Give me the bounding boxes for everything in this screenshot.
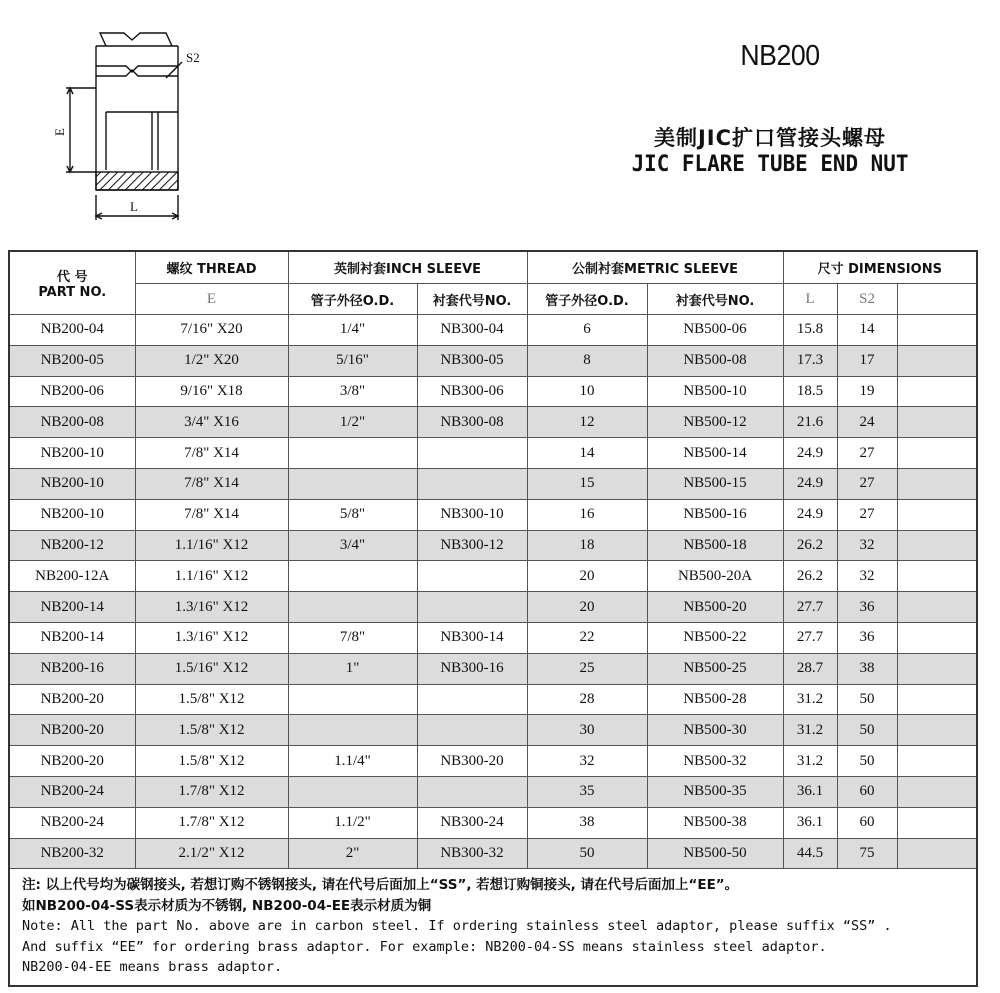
metric-od-cell: 38 (527, 807, 647, 838)
table-row (9, 746, 977, 777)
header-metric-sleeve: 公制衬套METRIC SLEEVE (527, 251, 783, 284)
metric-od-cell: 10 (527, 376, 647, 407)
part-no-cell: NB200-12 (9, 530, 135, 561)
blank-cell (897, 838, 977, 869)
inch-od-cell: 7/8" (288, 622, 417, 653)
metric-od-cell: 30 (527, 715, 647, 746)
inch-od-cell (288, 561, 417, 592)
inch-no-cell (417, 468, 527, 499)
l-cell: 28.7 (783, 653, 837, 684)
metric-no-cell: NB500-22 (647, 622, 783, 653)
thread-cell: 3/4" X16 (135, 407, 288, 438)
inch-od-cell: 1.1/4" (288, 746, 417, 777)
inch-no-cell: NB300-05 (417, 345, 527, 376)
inch-od-cell: 3/4" (288, 530, 417, 561)
metric-od-cell: 32 (527, 746, 647, 777)
part-no-cell: NB200-10 (9, 468, 135, 499)
part-no-cell: NB200-24 (9, 776, 135, 807)
blank-cell (897, 684, 977, 715)
part-no-cell: NB200-20 (9, 746, 135, 777)
l-cell: 24.9 (783, 499, 837, 530)
subtitle-chinese: 美制JIC扩口管接头螺母 (653, 126, 887, 150)
blank-cell (897, 807, 977, 838)
thread-cell: 7/8" X14 (135, 468, 288, 499)
blank-cell (897, 622, 977, 653)
part-no-cell: NB200-16 (9, 653, 135, 684)
metric-no-cell: NB500-16 (647, 499, 783, 530)
metric-no-cell: NB500-08 (647, 345, 783, 376)
s2-cell: 50 (837, 715, 897, 746)
header-blank (897, 284, 977, 315)
blank-cell (897, 592, 977, 623)
table-row (9, 684, 977, 715)
table-row (9, 592, 977, 623)
inch-no-cell: NB300-08 (417, 407, 527, 438)
part-no-cell: NB200-20 (9, 684, 135, 715)
header-thread: 螺纹 THREAD (135, 251, 288, 284)
l-cell: 26.2 (783, 561, 837, 592)
l-cell: 27.7 (783, 622, 837, 653)
inch-od-cell (288, 438, 417, 469)
thread-cell: 1.3/16" X12 (135, 622, 288, 653)
inch-od-cell: 1/4" (288, 315, 417, 346)
blank-cell (897, 561, 977, 592)
part-no-cell: NB200-20 (9, 715, 135, 746)
header-metric-od: 管子外径O.D. (527, 284, 647, 315)
metric-no-cell: NB500-30 (647, 715, 783, 746)
thread-cell: 1.5/8" X12 (135, 684, 288, 715)
inch-no-cell: NB300-12 (417, 530, 527, 561)
l-cell: 17.3 (783, 345, 837, 376)
inch-od-cell: 2" (288, 838, 417, 869)
metric-od-cell: 18 (527, 530, 647, 561)
s2-cell: 14 (837, 315, 897, 346)
thread-cell: 1.3/16" X12 (135, 592, 288, 623)
metric-no-cell: NB500-06 (647, 315, 783, 346)
note-cell (9, 869, 977, 987)
s2-cell: 19 (837, 376, 897, 407)
metric-no-cell: NB500-14 (647, 438, 783, 469)
thread-cell: 1/2" X20 (135, 345, 288, 376)
inch-no-cell (417, 715, 527, 746)
part-no-cell: NB200-05 (9, 345, 135, 376)
metric-od-cell: 15 (527, 468, 647, 499)
metric-od-cell: 12 (527, 407, 647, 438)
part-no-cell: NB200-10 (9, 499, 135, 530)
table-row (9, 438, 977, 469)
table-row (9, 376, 977, 407)
table-row (9, 561, 977, 592)
l-cell: 24.9 (783, 468, 837, 499)
thread-cell: 1.7/8" X12 (135, 776, 288, 807)
header-s2: S2 (837, 284, 897, 315)
l-cell: 36.1 (783, 807, 837, 838)
table-row (9, 530, 977, 561)
blank-cell (897, 376, 977, 407)
table-row (9, 622, 977, 653)
inch-no-cell (417, 684, 527, 715)
metric-no-cell: NB500-18 (647, 530, 783, 561)
blank-cell (897, 715, 977, 746)
note-en-line-2: And suffix “EE” for ordering brass adaptor. For example: NB200-04-SS means stainless steel adaptor. (22, 938, 827, 955)
header-inch-no: 衬套代号NO. (417, 284, 527, 315)
blank-cell (897, 438, 977, 469)
note-cn-line-1: 注: 以上代号均为碳钢接头, 若想订购不锈钢接头, 请在代号后面加上“SS”, 若想订购铜接头, 请在代号后面加上“EE”。 (22, 877, 739, 894)
metric-no-cell: NB500-10 (647, 376, 783, 407)
spec-table (8, 250, 978, 987)
metric-od-cell: 25 (527, 653, 647, 684)
metric-od-cell: 20 (527, 561, 647, 592)
s2-cell: 32 (837, 561, 897, 592)
part-no-cell: NB200-24 (9, 807, 135, 838)
l-cell: 31.2 (783, 715, 837, 746)
inch-no-cell (417, 776, 527, 807)
metric-od-cell: 6 (527, 315, 647, 346)
table-row (9, 838, 977, 869)
l-label: L (130, 199, 138, 214)
s2-cell: 36 (837, 622, 897, 653)
e-label: E (52, 128, 67, 136)
s2-cell: 36 (837, 592, 897, 623)
metric-no-cell: NB500-20 (647, 592, 783, 623)
blank-cell (897, 746, 977, 777)
metric-od-cell: 50 (527, 838, 647, 869)
s2-cell: 60 (837, 807, 897, 838)
note-en-line-3: NB200-04-EE means brass adaptor. (22, 959, 283, 976)
thread-cell: 9/16" X18 (135, 376, 288, 407)
thread-cell: 1.1/16" X12 (135, 530, 288, 561)
metric-no-cell: NB500-15 (647, 468, 783, 499)
inch-od-cell: 1/2" (288, 407, 417, 438)
header-inch-od: 管子外径O.D. (288, 284, 417, 315)
table-row (9, 345, 977, 376)
thread-cell: 1.5/16" X12 (135, 653, 288, 684)
inch-od-cell (288, 715, 417, 746)
header-part-no-en: PART NO. (38, 285, 107, 300)
subtitle-english: JIC FLARE TUBE END NUT (631, 152, 909, 177)
s2-cell: 17 (837, 345, 897, 376)
metric-od-cell: 28 (527, 684, 647, 715)
s2-cell: 50 (837, 746, 897, 777)
header-metric-no: 衬套代号NO. (647, 284, 783, 315)
table-row (9, 807, 977, 838)
table-row (9, 715, 977, 746)
metric-od-cell: 22 (527, 622, 647, 653)
nut-cross-section-drawing (40, 20, 220, 235)
metric-no-cell: NB500-38 (647, 807, 783, 838)
blank-cell (897, 345, 977, 376)
s2-cell: 60 (837, 776, 897, 807)
metric-od-cell: 35 (527, 776, 647, 807)
table-row (9, 776, 977, 807)
l-cell: 36.1 (783, 776, 837, 807)
blank-cell (897, 407, 977, 438)
thread-cell: 7/8" X14 (135, 438, 288, 469)
part-no-cell: NB200-04 (9, 315, 135, 346)
s2-label: S2 (186, 50, 200, 65)
inch-od-cell: 1.1/2" (288, 807, 417, 838)
metric-no-cell: NB500-50 (647, 838, 783, 869)
header-part-no-cn: 代 号 (56, 270, 88, 285)
header-l: L (783, 284, 837, 315)
s2-cell: 50 (837, 684, 897, 715)
s2-cell: 27 (837, 499, 897, 530)
thread-cell: 1.1/16" X12 (135, 561, 288, 592)
inch-no-cell: NB300-32 (417, 838, 527, 869)
thread-cell: 2.1/2" X12 (135, 838, 288, 869)
metric-od-cell: 20 (527, 592, 647, 623)
blank-cell (897, 653, 977, 684)
thread-cell: 1.5/8" X12 (135, 746, 288, 777)
metric-no-cell: NB500-20A (647, 561, 783, 592)
inch-od-cell: 5/8" (288, 499, 417, 530)
s2-cell: 24 (837, 407, 897, 438)
note-cn-line-2: 如NB200-04-SS表示材质为不锈钢, NB200-04-EE表示材质为铜 (22, 897, 432, 914)
metric-od-cell: 8 (527, 345, 647, 376)
l-cell: 24.9 (783, 438, 837, 469)
inch-no-cell: NB300-16 (417, 653, 527, 684)
inch-no-cell: NB300-14 (417, 622, 527, 653)
inch-od-cell: 5/16" (288, 345, 417, 376)
inch-no-cell: NB300-04 (417, 315, 527, 346)
inch-no-cell (417, 438, 527, 469)
inch-no-cell: NB300-20 (417, 746, 527, 777)
part-no-cell: NB200-10 (9, 438, 135, 469)
metric-od-cell: 14 (527, 438, 647, 469)
thread-cell: 1.7/8" X12 (135, 807, 288, 838)
l-cell: 15.8 (783, 315, 837, 346)
metric-no-cell: NB500-12 (647, 407, 783, 438)
product-title: NB200 (740, 40, 820, 72)
header-e: E (135, 284, 288, 315)
table-row (9, 468, 977, 499)
blank-cell (897, 499, 977, 530)
inch-od-cell (288, 592, 417, 623)
s2-cell: 38 (837, 653, 897, 684)
s2-cell: 27 (837, 438, 897, 469)
metric-no-cell: NB500-28 (647, 684, 783, 715)
inch-no-cell (417, 592, 527, 623)
blank-cell (897, 776, 977, 807)
l-cell: 26.2 (783, 530, 837, 561)
header-part-no (9, 251, 135, 315)
part-no-cell: NB200-08 (9, 407, 135, 438)
thread-cell: 7/16" X20 (135, 315, 288, 346)
metric-no-cell: NB500-35 (647, 776, 783, 807)
l-cell: 31.2 (783, 684, 837, 715)
inch-no-cell: NB300-24 (417, 807, 527, 838)
thread-cell: 1.5/8" X12 (135, 715, 288, 746)
part-no-cell: NB200-32 (9, 838, 135, 869)
thread-cell: 7/8" X14 (135, 499, 288, 530)
header-inch-sleeve: 英制衬套INCH SLEEVE (288, 251, 527, 284)
s2-cell: 27 (837, 468, 897, 499)
table-row (9, 315, 977, 346)
blank-cell (897, 468, 977, 499)
table-row (9, 499, 977, 530)
l-cell: 44.5 (783, 838, 837, 869)
inch-od-cell: 3/8" (288, 376, 417, 407)
inch-od-cell (288, 468, 417, 499)
s2-cell: 75 (837, 838, 897, 869)
part-no-cell: NB200-06 (9, 376, 135, 407)
table-row (9, 653, 977, 684)
inch-no-cell: NB300-06 (417, 376, 527, 407)
l-cell: 27.7 (783, 592, 837, 623)
l-cell: 21.6 (783, 407, 837, 438)
blank-cell (897, 530, 977, 561)
inch-od-cell: 1" (288, 653, 417, 684)
part-no-cell: NB200-14 (9, 592, 135, 623)
metric-od-cell: 16 (527, 499, 647, 530)
l-cell: 18.5 (783, 376, 837, 407)
table-row (9, 407, 977, 438)
part-no-cell: NB200-12A (9, 561, 135, 592)
blank-cell (897, 315, 977, 346)
metric-no-cell: NB500-25 (647, 653, 783, 684)
inch-no-cell: NB300-10 (417, 499, 527, 530)
part-no-cell: NB200-14 (9, 622, 135, 653)
l-cell: 31.2 (783, 746, 837, 777)
s2-cell: 32 (837, 530, 897, 561)
inch-od-cell (288, 776, 417, 807)
metric-no-cell: NB500-32 (647, 746, 783, 777)
inch-od-cell (288, 684, 417, 715)
note-en-line-1: Note: All the part No. above are in carbon steel. If ordering stainless steel adaptor, please suffix “SS” . (22, 918, 892, 935)
header-dimensions: 尺寸 DIMENSIONS (783, 251, 977, 284)
table-body (9, 315, 977, 869)
inch-no-cell (417, 561, 527, 592)
